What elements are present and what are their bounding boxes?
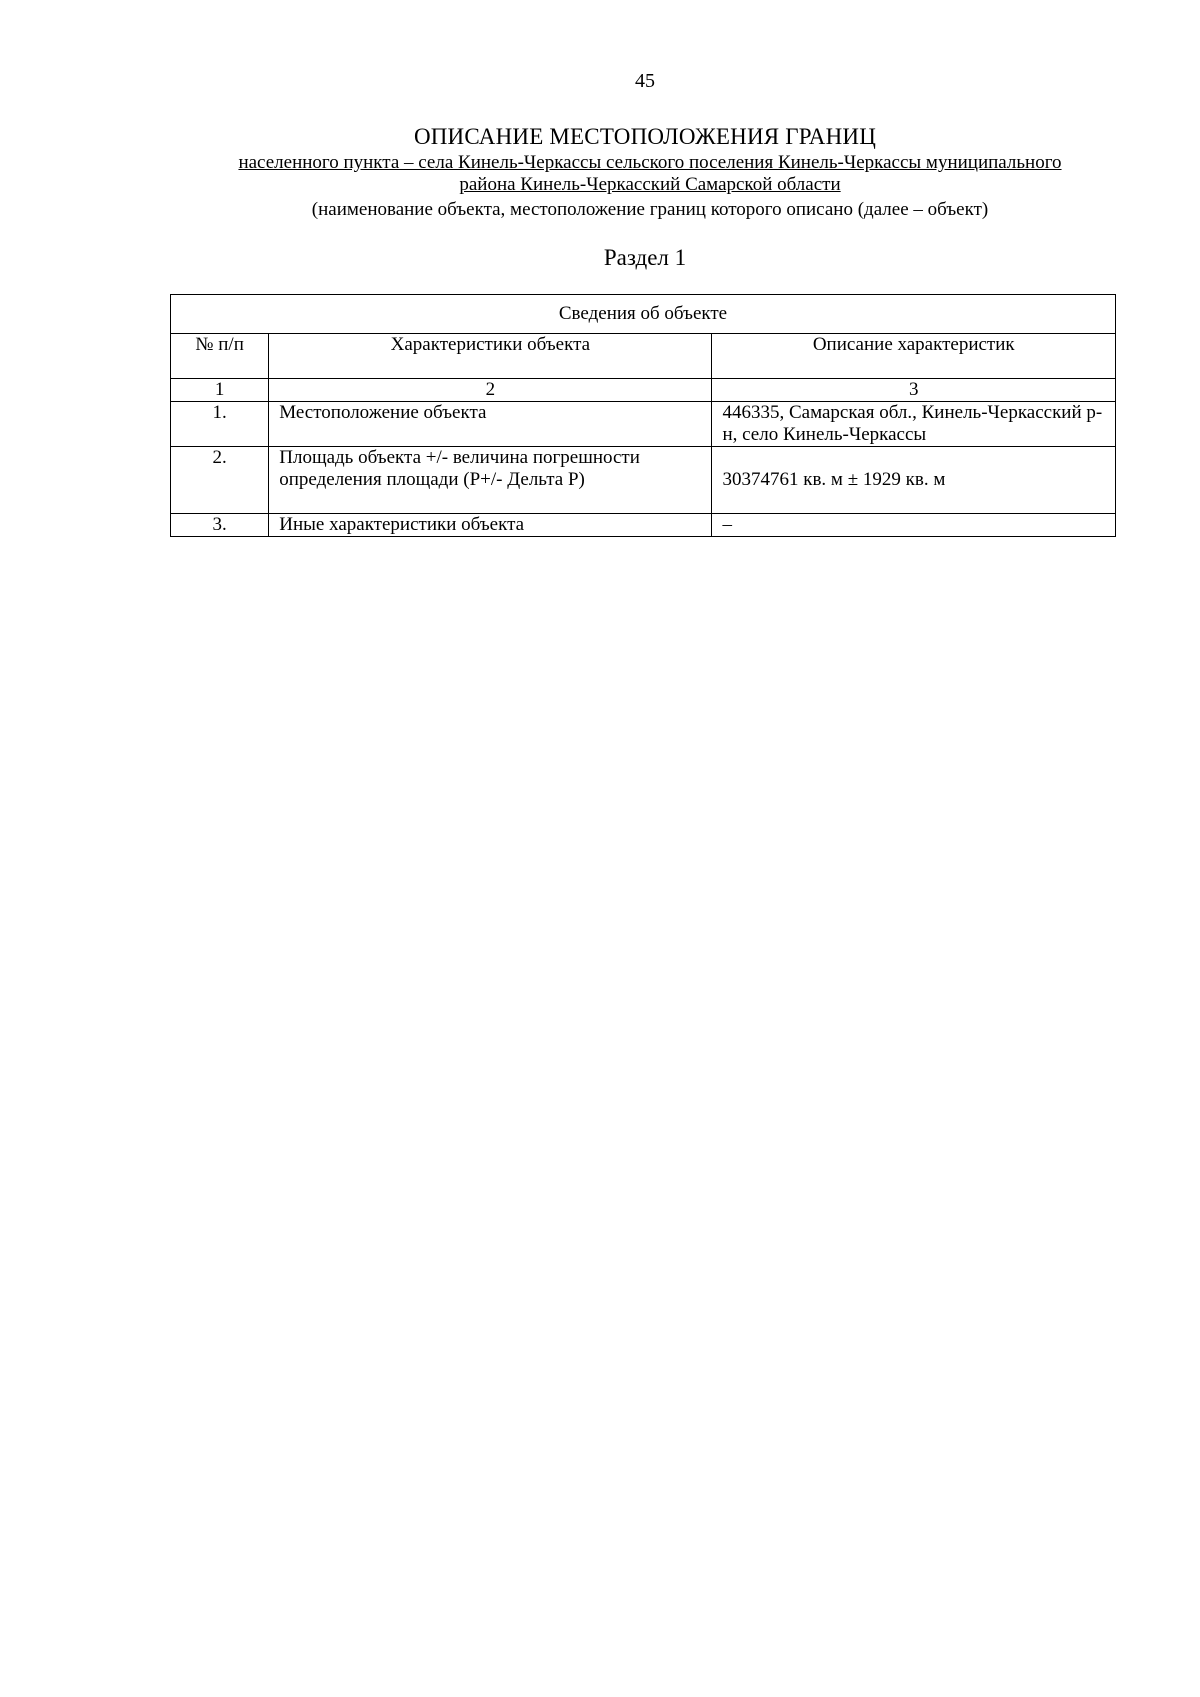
row-characteristic: Иные характеристики объекта [269, 514, 712, 537]
section-title: Раздел 1 [603, 245, 687, 270]
row-number: 3. [171, 514, 269, 537]
page-number: 45 [635, 70, 655, 92]
column-number: 1 [171, 379, 269, 402]
row-description: – [712, 514, 1116, 537]
row-characteristic: Площадь объекта +/- величина погрешности определения площади (Р+/- Дельта Р) [269, 447, 712, 514]
column-header-row [171, 334, 1116, 379]
row-number: 2. [171, 447, 269, 514]
document-title: ОПИСАНИЕ МЕСТОПОЛОЖЕНИЯ ГРАНИЦ [413, 124, 877, 149]
object-info-table [170, 294, 1116, 537]
row-characteristic: Местоположение объекта [269, 402, 712, 447]
object-name-line-1: населенного пункта – села Кинель-Черкассы сельского поселения Кинель-Черкассы муниципального [238, 152, 1062, 173]
row-description: 446335, Самарская обл., Кинель-Черкасский р-н, село Кинель-Черкассы [712, 402, 1116, 447]
row-description: 30374761 кв. м ± 1929 кв. м [712, 447, 1116, 514]
object-name-line-2: района Кинель-Черкасский Самарской области [459, 174, 841, 195]
table-row [171, 402, 1116, 447]
column-header-characteristics: Характеристики объекта [269, 334, 712, 379]
object-name-caption: (наименование объекта, местоположение границ которого описано (далее – объект) [311, 199, 989, 220]
column-header-description: Описание характеристик [712, 334, 1116, 379]
table-row [171, 447, 1116, 514]
table-header: Сведения об объекте [171, 295, 1116, 334]
column-header-number: № п/п [171, 334, 269, 379]
column-number: 3 [712, 379, 1116, 402]
table-header-row [171, 295, 1116, 334]
column-number: 2 [269, 379, 712, 402]
table-row [171, 514, 1116, 537]
object-name [210, 152, 1090, 196]
column-number-row [171, 379, 1116, 402]
row-number: 1. [171, 402, 269, 447]
